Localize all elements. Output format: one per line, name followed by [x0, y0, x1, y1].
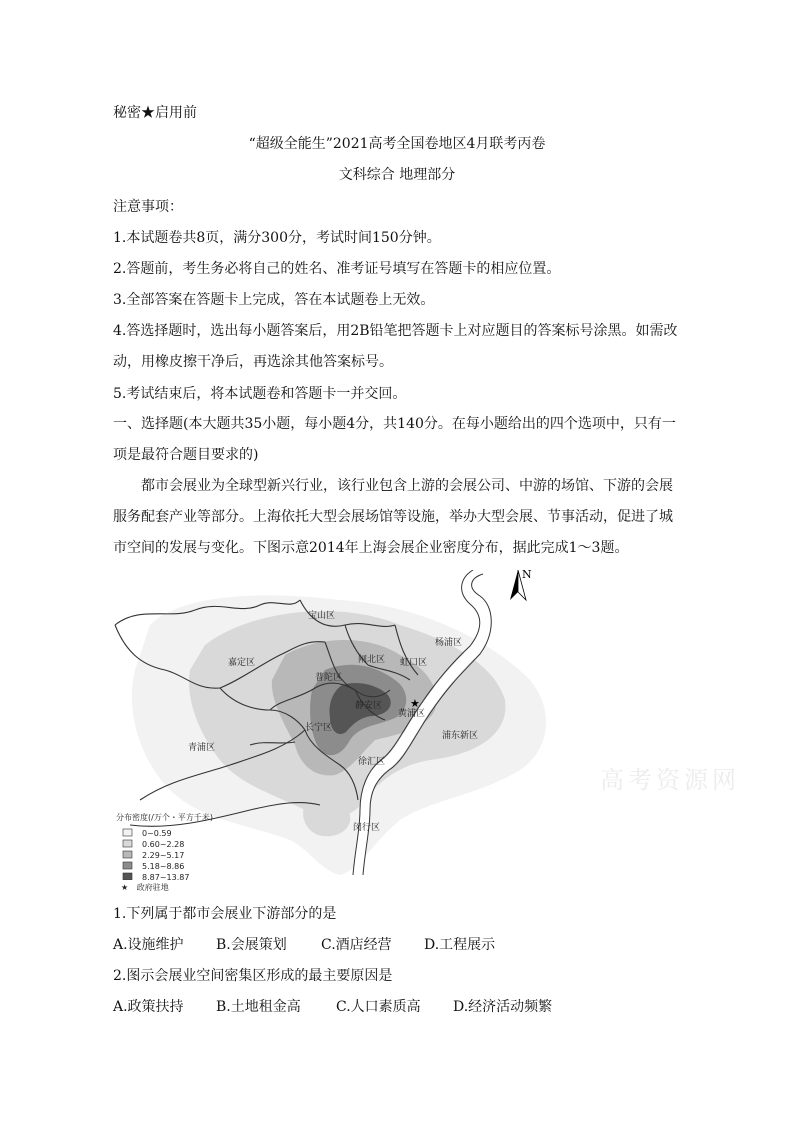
notes-heading: 注意事项：: [113, 199, 183, 215]
secret-label: 秘密★启用前: [113, 105, 197, 121]
district-label: 普陀区: [315, 673, 343, 683]
q1-option-d[interactable]: D.工程展示: [424, 937, 496, 953]
district-label: 虹口区: [400, 658, 428, 668]
question-2-stem: 2.图示会展业空间密集区形成的最主要原因是: [113, 968, 393, 984]
q1-option-a[interactable]: A.设施维护: [113, 937, 184, 953]
legend-swatch-2: [123, 840, 132, 847]
legend-gov-row: [121, 882, 169, 894]
note-item-2: 2.答题前，考生务必将自己的姓名、准考证号填写在答题卡的相应位置。: [113, 261, 561, 277]
legend-swatch-1: [123, 829, 132, 836]
district-label: 青浦区: [188, 743, 216, 753]
legend-swatch-4: [123, 862, 132, 869]
note-item-3: 3.全部答案在答题卡上完成，答在本试题卷上无效。: [113, 292, 435, 308]
q2-option-a[interactable]: A.政策扶持: [113, 999, 184, 1015]
q2-option-b[interactable]: B.土地租金高: [216, 999, 301, 1015]
watermark: 高考资源网: [600, 766, 740, 794]
district-label: 浦东新区: [442, 731, 479, 741]
district-label: 徐汇区: [358, 757, 386, 767]
note-item-4: 4.答选择题时，选出每小题答案后，用2B铅笔把答题卡上对应题目的答案标号涂黑。如需改动，用橡皮擦干净后，再选涂其他答案标号。: [113, 323, 678, 370]
passage: 都市会展业为全球型新兴行业，该行业包含上游的会展公司、中游的场馆、下游的会展服务配套产业等部分。上海依托大型会展场馆等设施，举办大型会展、节事活动，促进了城市空间的发展与变化。下图示意2014年上海会展企业密度分布，据此完成1～3题。: [113, 478, 673, 556]
district-label: 嘉定区: [228, 658, 256, 668]
note-item-5: 5.考试结束后，将本试题卷和答题卡一并交回。: [113, 386, 407, 402]
legend-swatch-3: [123, 851, 132, 858]
question-2-options: [113, 997, 552, 1017]
district-label: 黄浦区: [398, 709, 426, 719]
q2-option-d[interactable]: D.经济活动频繁: [453, 999, 553, 1015]
q1-option-c[interactable]: C.酒店经营: [321, 937, 392, 953]
section-heading: 一、选择题(本大题共35小题，每小题4分，共140分。在每小题给出的四个选项中，只有一项是最符合题目要求的): [113, 416, 676, 463]
legend-label: 5.18~8.86: [142, 862, 185, 871]
note-item-1: 1.本试题卷共8页，满分300分，考试时间150分钟。: [113, 230, 441, 246]
legend-label: 0~0.59: [142, 829, 172, 838]
district-label: 宝山区: [308, 611, 336, 621]
exam-title: “超级全能生”2021高考全国卷地区4月联考丙卷: [248, 136, 546, 152]
q2-option-c[interactable]: C.人口素质高: [336, 999, 421, 1015]
district-label: 闸北区: [358, 655, 386, 665]
question-1-stem: 1.下列属于都市会展业下游部分的是: [113, 906, 337, 922]
district-label: 长宁区: [305, 723, 333, 733]
legend-gov-label: 政府驻地: [136, 883, 169, 892]
q1-option-b[interactable]: B.会展策划: [216, 937, 287, 953]
legend-swatch-5: [123, 873, 132, 880]
legend-label: 8.87~13.87: [142, 873, 190, 880]
legend-title: 分布密度(/万个・平方千米): [116, 813, 213, 822]
district-label: 杨浦区: [435, 638, 463, 648]
district-label: 闵行区: [353, 823, 381, 833]
subject-title: 文科综合 地理部分: [338, 167, 456, 183]
district-label: 静安区: [355, 701, 383, 711]
north-label: N: [522, 570, 532, 581]
legend-label: 2.29~5.17: [142, 851, 185, 860]
gov-seat-star-icon: ★: [410, 697, 420, 710]
density-map: [110, 570, 560, 880]
gov-star-icon: ★: [121, 883, 129, 892]
legend-label: 0.60~2.28: [142, 840, 185, 849]
question-1-options: [113, 935, 495, 955]
